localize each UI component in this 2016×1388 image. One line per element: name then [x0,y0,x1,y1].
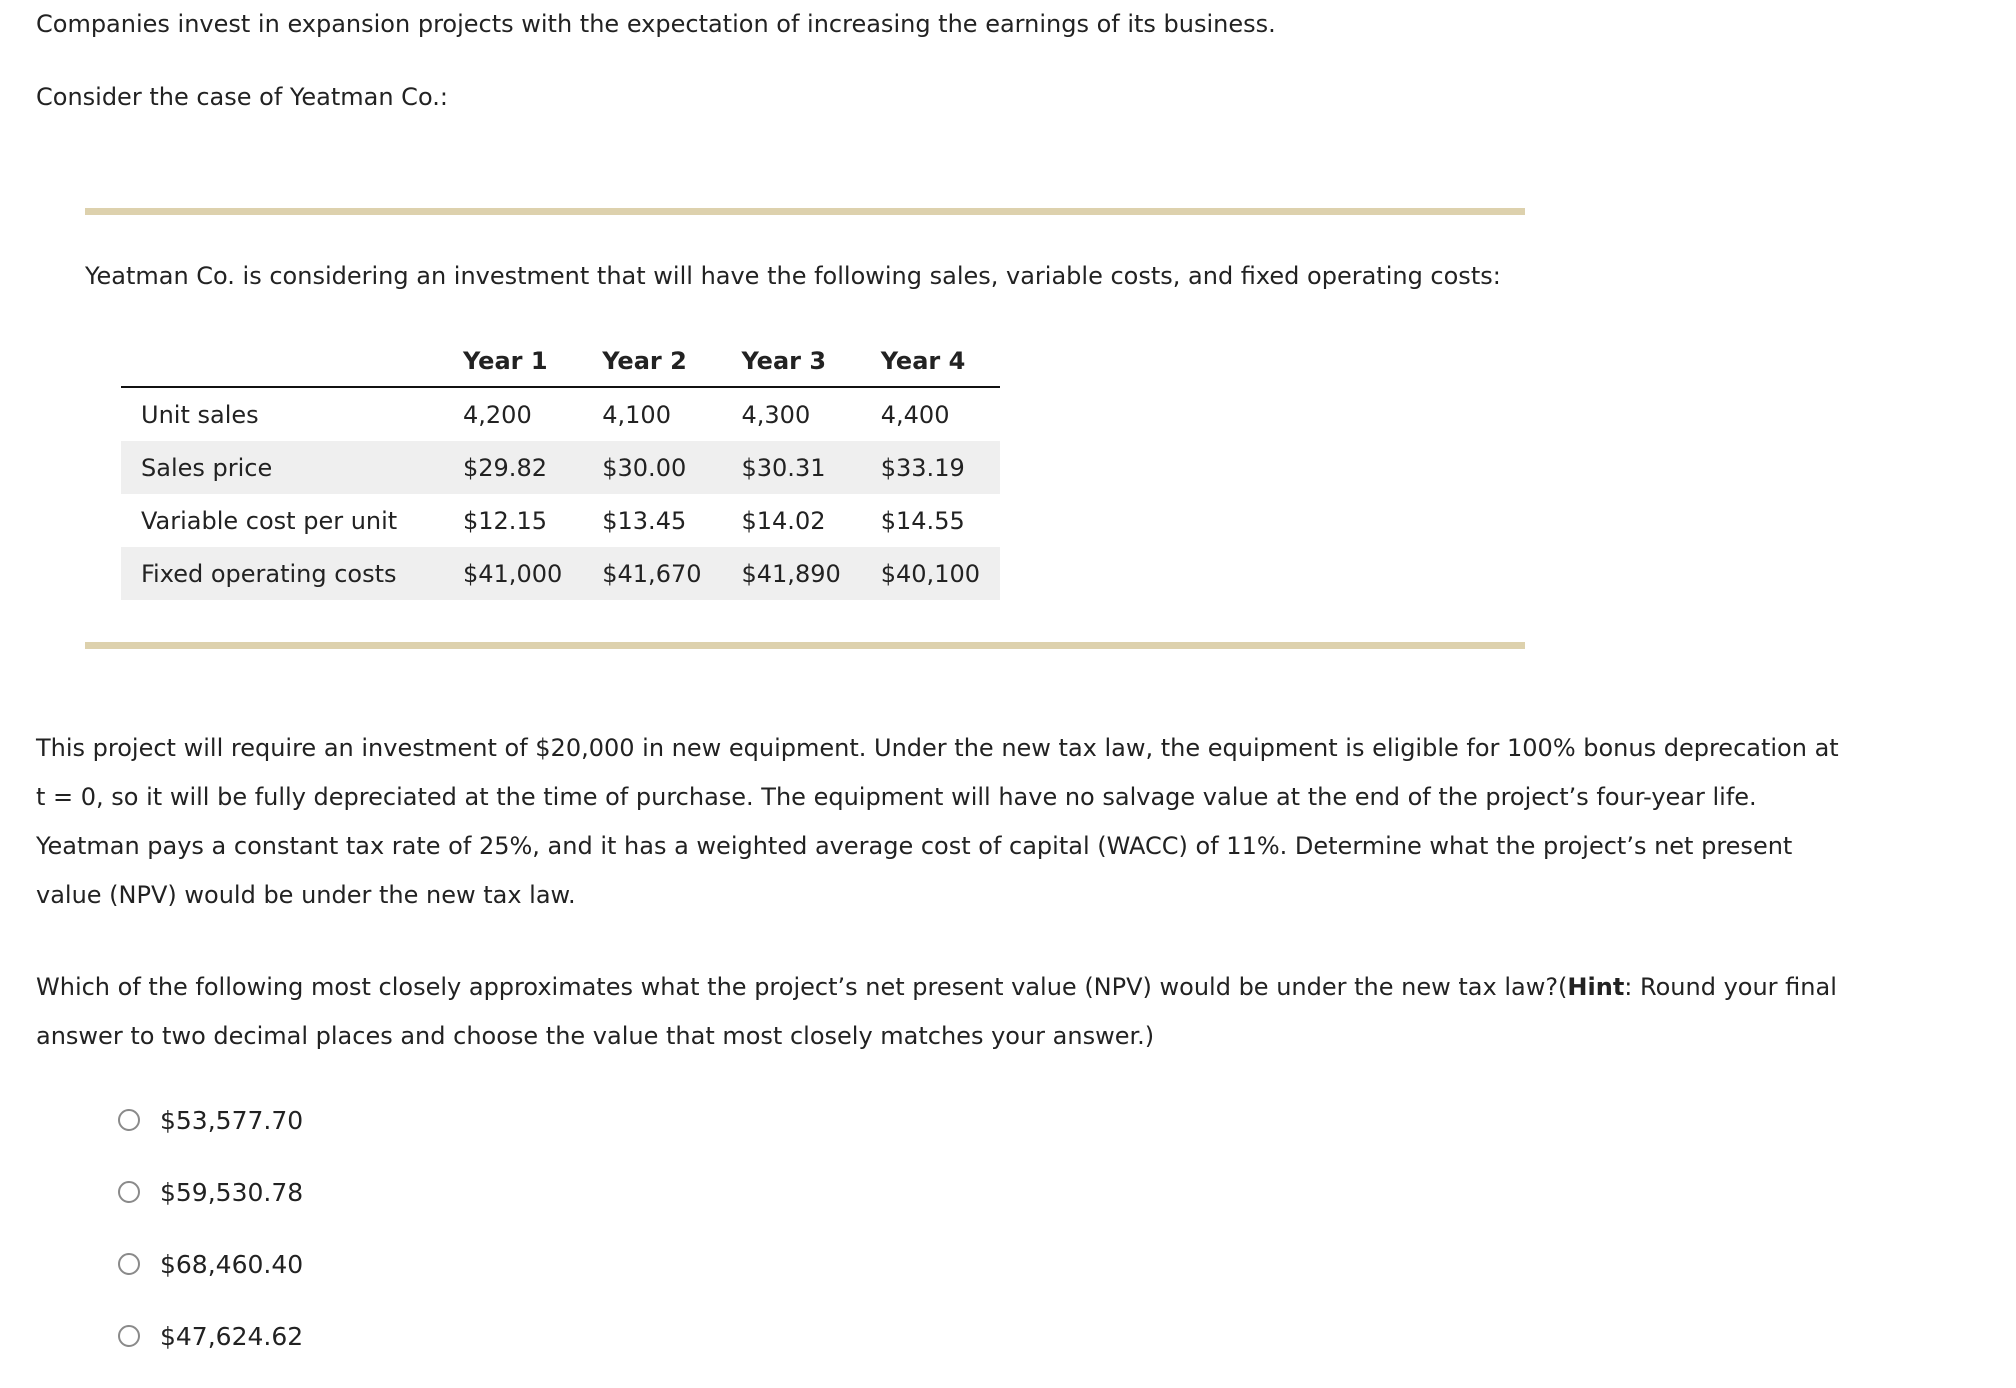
table-cell: 4,100 [602,400,671,429]
question-line-1-end: : Round your final [1624,973,1837,1001]
table-header-year-4: Year 4 [861,336,1000,387]
radio-button-icon[interactable] [118,1325,140,1347]
answer-option-4[interactable] [118,1316,303,1356]
project-line-4: value (NPV) would be under the new tax law. [36,881,576,909]
radio-button-icon[interactable] [118,1253,140,1275]
answer-option-1[interactable] [118,1100,303,1140]
answer-option-label: $59,530.78 [160,1177,304,1207]
radio-button-icon[interactable] [118,1109,140,1131]
table-intro-text: Yeatman Co. is considering an investment that will have the following sales, variable costs, and fixed operating costs: [85,262,1501,290]
question-line-1-start: Which of the following most closely approximates what the project’s net present value (NPV) would be under the new tax law?( [36,973,1568,1001]
table-cell: $14.02 [741,506,826,535]
table-cell: $14.55 [880,506,965,535]
table-cell: $13.45 [602,506,687,535]
table-header-blank [121,336,443,387]
table-header-year-2: Year 2 [582,336,721,387]
table-cell: $41,000 [443,547,582,600]
question-line-1 [36,963,1936,1012]
answer-option-label: $68,460.40 [160,1249,304,1279]
table-cell: $33.19 [861,441,1000,494]
table-row [121,547,1000,600]
project-line-2: t = 0, so it will be fully depreciated at the time of purchase. The equipment will have no salvage value at the end of the project’s four-year life. [36,783,1757,811]
table-header-year-1: Year 1 [443,336,582,387]
table-cell: 4,300 [741,400,811,429]
row-label-fixed-costs: Fixed operating costs [121,547,443,600]
answer-option-2[interactable] [118,1172,303,1212]
table-cell: $40,100 [861,547,1000,600]
question-text [36,963,1936,1061]
table-cell: $41,670 [582,547,721,600]
financials-table [121,336,1000,600]
table-header-year-3: Year 3 [722,336,861,387]
project-line-3: Yeatman pays a constant tax rate of 25%, and it has a weighted average cost of capital (WACC) of 11%. Determine what the project’s net present [36,832,1793,860]
bottom-divider [85,642,1525,649]
intro-text: Companies invest in expansion projects with the expectation of increasing the earnings of its business. [36,10,1276,38]
top-divider [85,208,1525,215]
answer-option-label: $47,624.62 [160,1321,304,1351]
table-cell: $41,890 [722,547,861,600]
radio-button-icon[interactable] [118,1181,140,1203]
table-cell: 4,200 [463,400,532,429]
project-line-1: This project will require an investment of $20,000 in new equipment. Under the new tax law, the equipment is eligible for 100% bonus deprecation at [36,734,1839,762]
row-label-sales-price: Sales price [121,441,443,494]
project-description [36,724,1936,920]
answer-option-label: $53,577.70 [160,1105,304,1135]
table-cell: $29.82 [443,441,582,494]
table-cell: $30.31 [722,441,861,494]
question-line-2: answer to two decimal places and choose the value that most closely matches your answer.) [36,1022,1155,1050]
table-header-row [121,336,1000,387]
table-cell: 4,400 [880,400,950,429]
table-row [121,441,1000,494]
table-cell: $30.00 [582,441,721,494]
answer-option-3[interactable] [118,1244,303,1284]
table-row [121,387,1000,441]
table-row [121,494,1000,547]
case-intro-text: Consider the case of Yeatman Co.: [36,83,448,111]
hint-label: Hint [1567,973,1625,1001]
row-label-variable-cost: Variable cost per unit [141,506,398,535]
table-cell: $12.15 [463,506,547,535]
row-label-unit-sales: Unit sales [141,400,259,429]
